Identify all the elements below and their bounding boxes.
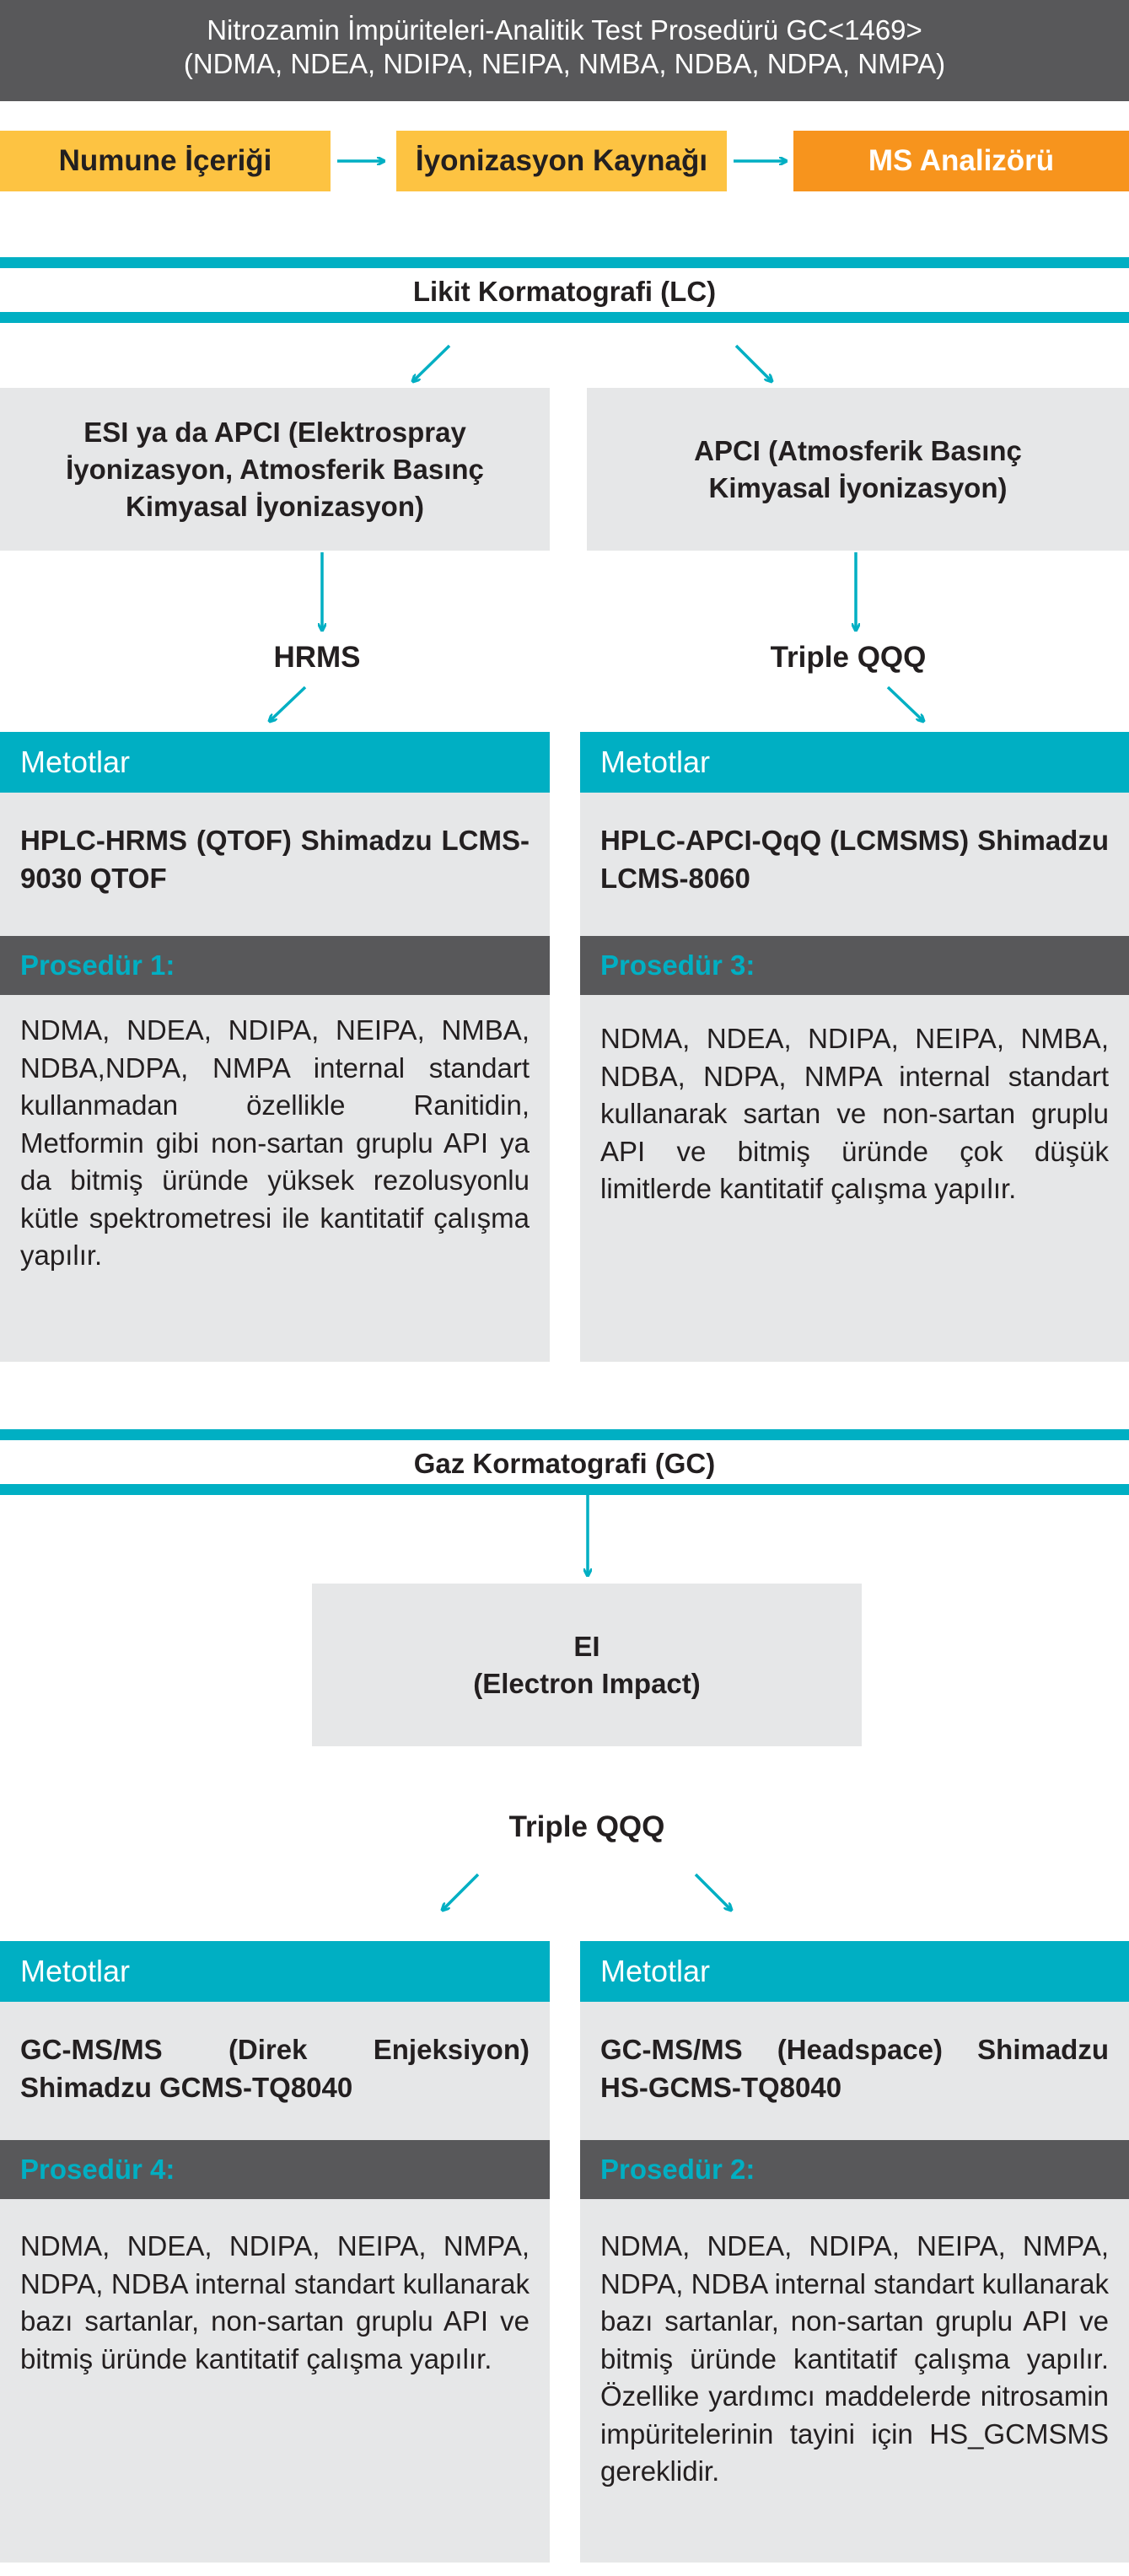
arrow-hrms-to-card1 [270,687,305,721]
ei-line1: EI [573,1630,600,1662]
procedure-title: Prosedür 1: [0,936,550,995]
method-name: GC-MS/MS (Headspace) Shimadzu HS-GCMS-TQ8040 [600,2034,1109,2103]
esi-apci-line3: Kimyasal İyonizasyon) [126,490,424,522]
procedure-title: Prosedür 2: [580,2140,1129,2199]
ei-line2: (Electron Impact) [473,1667,701,1699]
procedure-title: Prosedür 3: [580,936,1129,995]
procedure-description: NDMA, NDEA, NDIPA, NEIPA, NMBA, NDBA,NDPA, NMPA internal standart kullanmadan özellikle Ranitidin, Metformin gibi non-sartan gruplu API ya da bitmiş üründe yüksek rezolusyonlu kütle spektrometresi ile kantitatif çalışma yapılır. [20,1014,530,1271]
gc-section-title: Gaz Kormatografi (GC) [413,1448,716,1479]
flow-step-sample: Numune İçeriği [0,131,331,191]
card-header: Metotlar [0,1941,550,2002]
lc-section-title: Likit Kormatografi (LC) [412,276,717,307]
esi-apci-line1: ESI ya da APCI (Elektrospray [83,416,466,448]
header-title: Nitrozamin İmpüriteleri-Analitik Test Prosedürü GC<1469> [207,14,922,46]
method-name: GC-MS/MS (Direk Enjeksiyon) Shimadzu GCMS-TQ8040 [20,2034,530,2103]
procedure-description: NDMA, NDEA, NDIPA, NEIPA, NMPA, NDPA, NDBA internal standart kullanarak bazı sartanlar, non-sartan gruplu API ve bitmiş üründe kantitatif çalışma yapılır. Özellike yardımcı maddelerde nitrosamin impüritelerinin tayini için HS_GCMSMS gereklidir. [600,2230,1109,2487]
header-subtitle: (NDMA, NDEA, NDIPA, NEIPA, NMBA, NDBA, NDPA, NMPA) [183,48,946,79]
gc-triple-qqq-label: Triple QQQ [508,1810,665,1843]
hrms-label: HRMS [273,641,361,674]
apci-line1: APCI (Atmosferik Basınç [694,434,1022,466]
procedure-description: NDMA, NDEA, NDIPA, NEIPA, NMBA, NDBA, NDPA, NMPA internal standart kullanarak sartan ve non-sartan gruplu API ve bitmiş üründe çok düşük limitlerde kantitatif çalışma yapılır. [600,1023,1109,1204]
lc-triple-qqq-label: Triple QQQ [770,641,927,674]
method-name: HPLC-HRMS (QTOF) Shimadzu LCMS-9030 QTOF [20,825,530,894]
flow-step-ms-analyzer: MS Analizörü [793,131,1129,191]
card-header: Metotlar [580,732,1129,793]
card-header: Metotlar [580,1941,1129,2002]
card-header: Metotlar [0,732,550,793]
procedure-title: Prosedür 4: [0,2140,550,2199]
arrow-qqq-to-card4 [443,1874,478,1910]
esi-apci-line2: İyonizasyon, Atmosferik Basınç [66,453,484,485]
flow-step-ionization: İyonizasyon Kaynağı [396,131,727,191]
arrow-qqq-to-card2-gc [696,1874,731,1910]
arrow-lc-to-esi [413,346,449,381]
procedure-description: NDMA, NDEA, NDIPA, NEIPA, NMPA, NDPA, NDBA internal standart kullanarak bazı sartanlar, non-sartan gruplu API ve bitmiş üründe kantitatif çalışma yapılır. [20,2230,530,2374]
apci-line2: Kimyasal İyonizasyon) [708,471,1008,503]
arrow-qqq-to-card2 [888,687,923,721]
arrow-lc-to-apci [736,346,771,381]
method-name: HPLC-APCI-QqQ (LCMSMS) Shimadzu LCMS-8060 [600,825,1109,894]
